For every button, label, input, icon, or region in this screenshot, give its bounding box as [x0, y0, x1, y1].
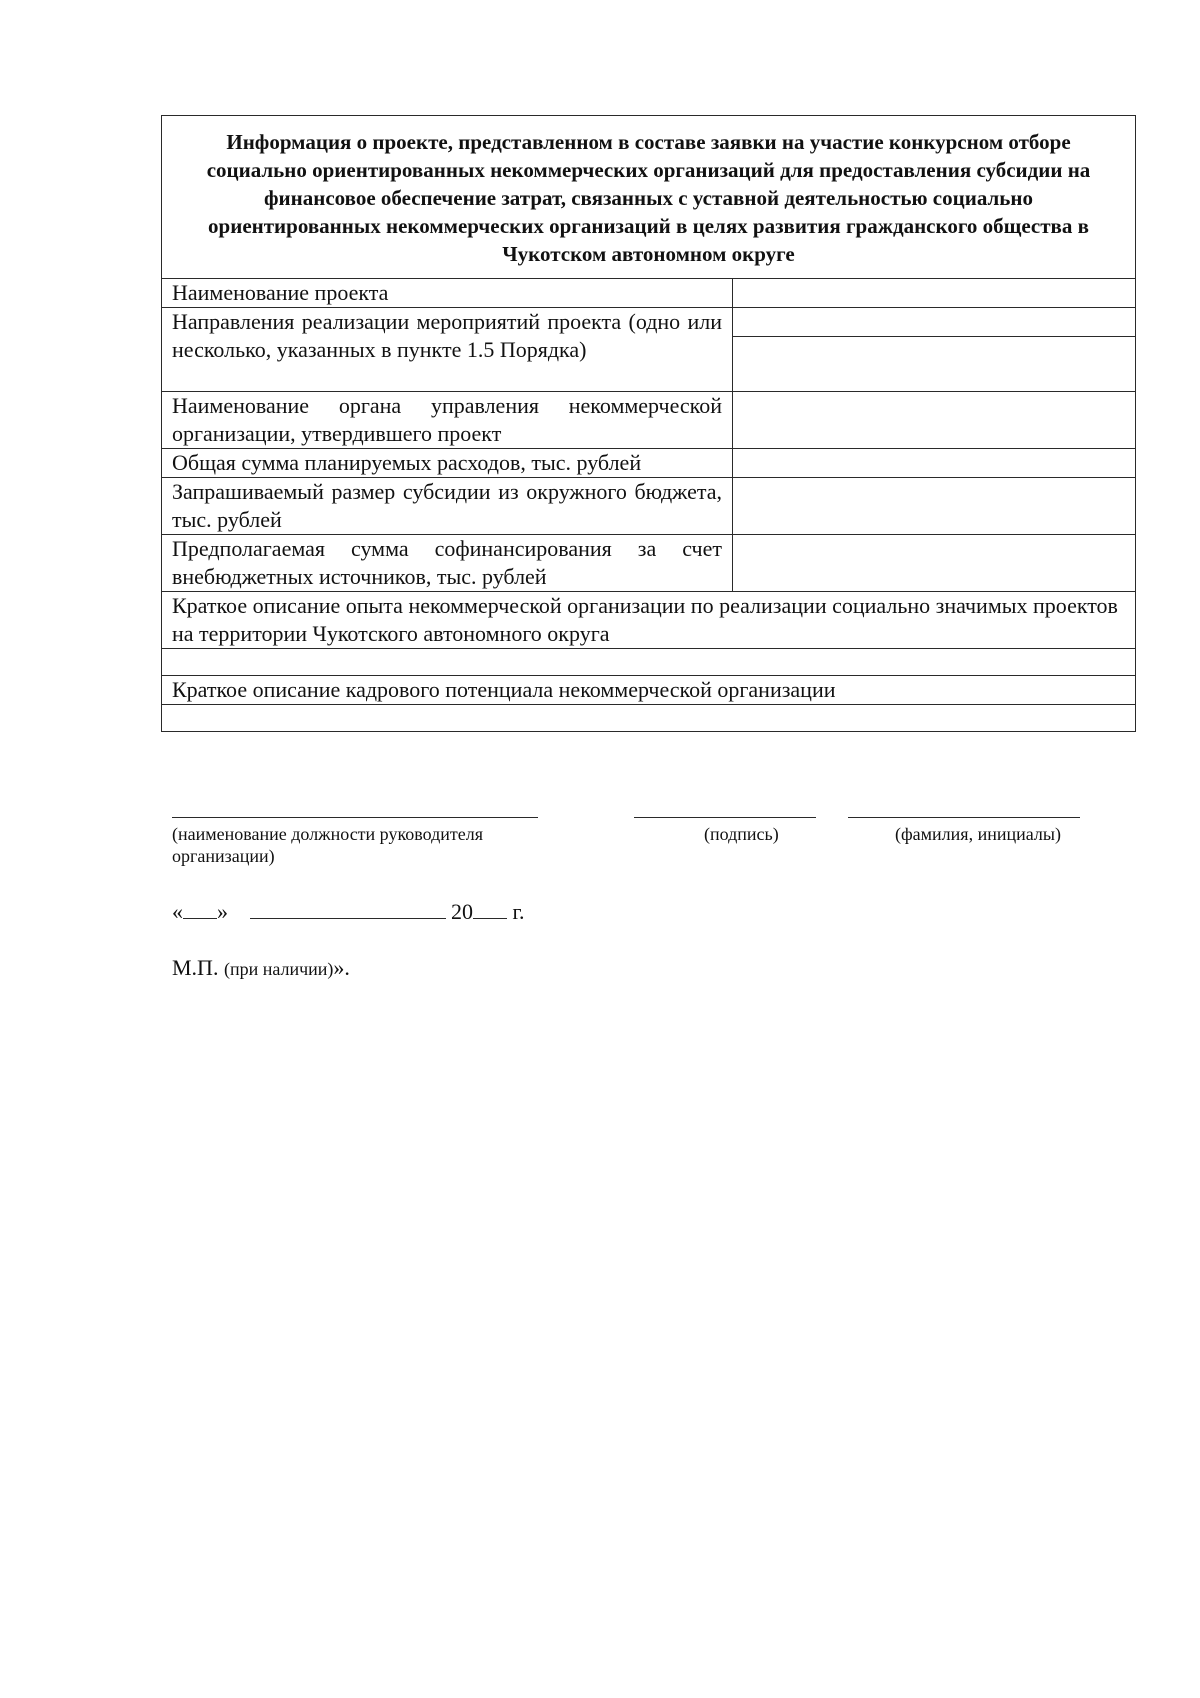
- sign-caption: (подпись): [704, 824, 779, 844]
- date-line: [172, 896, 525, 926]
- position-signature-line[interactable]: [172, 817, 538, 818]
- field-project-name[interactable]: [733, 279, 1136, 308]
- stamp-line: [172, 954, 350, 983]
- field-directions[interactable]: [733, 308, 1136, 392]
- year-prefix: 20: [451, 899, 473, 924]
- label-directions: Направления реализации мероприятий проекта (одно или несколько, указанных в пункте 1.5 Порядка): [162, 308, 733, 392]
- date-open-quote: «: [172, 899, 183, 924]
- stamp-end: ».: [333, 955, 350, 980]
- field-total-expenses[interactable]: [733, 449, 1136, 478]
- field-experience[interactable]: [162, 649, 1136, 676]
- field-directions-line-1[interactable]: [733, 308, 1135, 336]
- month-blank[interactable]: [250, 896, 446, 919]
- label-experience: Краткое описание опыта некоммерческой организации по реализации социально значимых проектов на территории Чукотского автономного округа: [162, 592, 1136, 649]
- field-staff[interactable]: [162, 705, 1136, 732]
- day-blank[interactable]: [183, 896, 217, 919]
- table-title: Информация о проекте, представленном в составе заявки на участие конкурсном отборе социально ориентированных некоммерческих организаций для предоставления субсидии на финансовое обеспечение затрат, связанных с уставной деятельностью социально ориентированных некоммерческих организаций в целях развития гражданского общества в Чукотском автономном округе: [162, 116, 1136, 279]
- position-caption: (наименование должности руководителя организации): [172, 824, 484, 866]
- label-total-expenses: Общая сумма планируемых расходов, тыс. рублей: [162, 449, 733, 478]
- field-directions-line-2[interactable]: [733, 336, 1135, 337]
- label-project-name: Наименование проекта: [162, 279, 733, 308]
- label-governing-body: Наименование органа управления некоммерческой организации, утвердившего проект: [162, 392, 733, 449]
- year-blank[interactable]: [473, 896, 507, 919]
- project-info-table: [161, 115, 1136, 732]
- label-staff: Краткое описание кадрового потенциала некоммерческой организации: [162, 676, 1136, 705]
- label-cofinancing: Предполагаемая сумма софинансирования за счет внебюджетных источников, тыс. рублей: [162, 535, 733, 592]
- field-subsidy-amount[interactable]: [733, 478, 1136, 535]
- date-close-quote: »: [217, 899, 228, 924]
- label-subsidy-amount: Запрашиваемый размер субсидии из окружного бюджета, тыс. рублей: [162, 478, 733, 535]
- name-signature-line[interactable]: [848, 817, 1080, 818]
- year-suffix: г.: [512, 899, 525, 924]
- field-cofinancing[interactable]: [733, 535, 1136, 592]
- name-caption: (фамилия, инициалы): [895, 824, 1061, 844]
- sign-signature-line[interactable]: [634, 817, 816, 818]
- stamp-label: М.П.: [172, 955, 219, 980]
- field-governing-body[interactable]: [733, 392, 1136, 449]
- stamp-note: (при наличии): [223, 959, 334, 979]
